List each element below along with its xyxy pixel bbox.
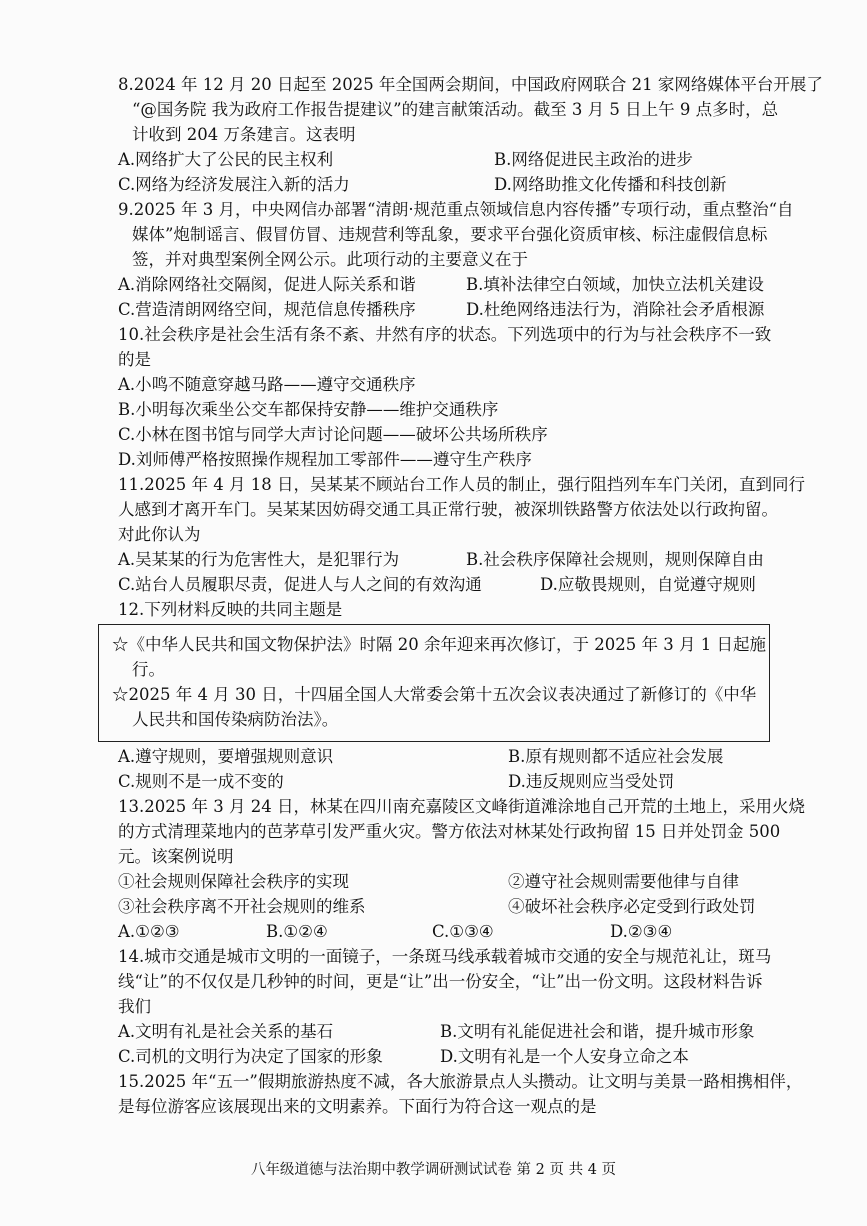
q10-option-b: B.小明每次乘坐公交车都保持安静——维护交通秩序 xyxy=(118,400,499,419)
q11-option-a: A.吴某某的行为危害性大，是犯罪行为 xyxy=(118,550,400,569)
q11-option-b: B.社会秩序保障社会规则，规则保障自由 xyxy=(466,550,764,569)
q13-option-a: A.①②③ xyxy=(118,922,180,941)
q13-statement-1: ①社会规则保障社会秩序的实现 xyxy=(118,872,349,891)
q11-stem-line3: 对此你认为 xyxy=(118,525,201,544)
q11-option-d: D.应敬畏规则，自觉遵守规则 xyxy=(540,575,756,594)
q9-option-a: A.消除网络社交隔阂，促进人际关系和谐 xyxy=(118,275,416,294)
q14-stem-line1: 14.城市交通是城市文明的一面镜子，一条斑马线承载着城市交通的安全与规范礼让，斑马 xyxy=(118,947,772,966)
q13-statement-4: ④破坏社会秩序必定受到行政处罚 xyxy=(508,897,756,916)
q12-option-c: C.规则不是一成不变的 xyxy=(118,772,284,791)
q13-stem-line1: 13.2025 年 3 月 24 日，林某在四川南充嘉陵区文峰街道滩涂地自己开荒的土地上，采用火烧 xyxy=(118,797,805,816)
q13-stem-line3: 元。该案例说明 xyxy=(118,847,234,866)
q8-stem-line1: 8.2024 年 12 月 20 日起至 2025 年全国两会期间，中国政府网联合 21 家网络媒体平台开展了 xyxy=(118,75,823,94)
q14-option-b: B.文明有礼能促进社会和谐，提升城市形象 xyxy=(440,1022,755,1041)
q11-option-c: C.站台人员履职尽责，促进人与人之间的有效沟通 xyxy=(118,575,482,594)
q15-stem-line1: 15.2025 年“五一”假期旅游热度不减，各大旅游景点人头攒动。让文明与美景一路相携相伴， xyxy=(118,1072,803,1091)
q13-option-d: D.②③④ xyxy=(610,922,673,941)
q8-option-a: A.网络扩大了公民的民主权利 xyxy=(118,150,334,169)
q8-option-d: D.网络助推文化传播和科技创新 xyxy=(494,175,727,194)
q8-option-b: B.网络促进民主政治的进步 xyxy=(494,150,693,169)
q9-stem-line2: 媒体”炮制谣言、假冒仿冒、违规营利等乱象，要求平台强化资质审核、标注虚假信息标 xyxy=(132,225,768,244)
q15-stem-line2: 是每位游客应该展现出来的文明素养。下面行为符合这一观点的是 xyxy=(118,1097,597,1116)
q13-stem-line2: 的方式清理菜地内的芭茅草引发严重火灾。警方依法对林某处行政拘留 15 日并处罚金 500 xyxy=(118,822,781,841)
q9-stem-line3: 签，并对典型案例全网公示。此项行动的主要意义在于 xyxy=(132,250,528,269)
q9-option-b: B.填补法律空白领域，加快立法机关建设 xyxy=(466,275,764,294)
q12-stem: 12.下列材料反映的共同主题是 xyxy=(118,600,343,619)
q13-statement-3: ③社会秩序离不开社会规则的维系 xyxy=(118,897,366,916)
q14-option-a: A.文明有礼是社会关系的基石 xyxy=(118,1022,334,1041)
q10-stem-line2: 的是 xyxy=(118,350,151,369)
q14-option-c: C.司机的文明行为决定了国家的形象 xyxy=(118,1047,383,1066)
q9-option-c: C.营造清朗网络空间，规范信息传播秩序 xyxy=(118,300,416,319)
q12-option-a: A.遵守规则，要增强规则意识 xyxy=(118,747,334,766)
q12-option-d: D.违反规则应当受处罚 xyxy=(508,772,675,791)
q12-material-2-line1: ☆2025 年 4 月 30 日，十四届全国人大常委会第十五次会议表决通过了新修订的《中华 xyxy=(112,685,757,704)
q12-material-1-line1: ☆《中华人民共和国文物保护法》时隔 20 余年迎来再次修订，于 2025 年 3 月 1 日起施 xyxy=(112,635,766,654)
q11-stem-line1: 11.2025 年 4 月 18 日，吴某某不顾站台工作人员的制止，强行阻挡列车车门关闭，直到同行 xyxy=(118,475,805,494)
q13-option-c: C.①③④ xyxy=(432,922,494,941)
q10-option-a: A.小鸣不随意穿越马路——遵守交通秩序 xyxy=(118,375,416,394)
q14-stem-line3: 我们 xyxy=(118,997,151,1016)
q10-option-d: D.刘师傅严格按照操作规程加工零部件——遵守生产秩序 xyxy=(118,450,532,469)
q11-stem-line2: 人感到才离开车门。吴某某因妨碍交通工具正常行驶，被深圳铁路警方依法处以行政拘留。 xyxy=(118,500,778,519)
q13-statement-2: ②遵守社会规则需要他律与自律 xyxy=(508,872,739,891)
q12-option-b: B.原有规则都不适应社会发展 xyxy=(508,747,724,766)
q12-material-1-line2: 行。 xyxy=(132,660,165,679)
q14-stem-line2: 线“让”的不仅仅是几秒钟的时间，更是“让”出一份安全，“让”出一份文明。这段材料告诉 xyxy=(118,972,763,991)
q10-option-c: C.小林在图书馆与同学大声讨论问题——破坏公共场所秩序 xyxy=(118,425,548,444)
q10-stem-line1: 10.社会秩序是社会生活有条不紊、井然有序的状态。下列选项中的行为与社会秩序不一致 xyxy=(118,325,772,344)
q9-stem-line1: 9.2025 年 3 月，中央网信办部署“清朗·规范重点领域信息内容传播”专项行动，重点整治“自 xyxy=(118,200,794,219)
q12-material-2-line2: 人民共和国传染病防治法》。 xyxy=(132,710,339,729)
q8-stem-line2: “@国务院 我为政府工作报告提建议”的建言献策活动。截至 3 月 5 日上午 9 点多时，总 xyxy=(132,100,779,119)
q13-option-b: B.①②④ xyxy=(266,922,328,941)
q9-option-d: D.杜绝网络违法行为，消除社会矛盾根源 xyxy=(466,300,765,319)
page-footer: 八年级道德与法治期中教学调研测试试卷 第 2 页 共 4 页 xyxy=(250,1162,617,1178)
q8-option-c: C.网络为经济发展注入新的活力 xyxy=(118,175,350,194)
q14-option-d: D.文明有礼是一个人安身立命之本 xyxy=(440,1047,689,1066)
q8-stem-line3: 计收到 204 万条建言。这表明 xyxy=(132,125,356,144)
